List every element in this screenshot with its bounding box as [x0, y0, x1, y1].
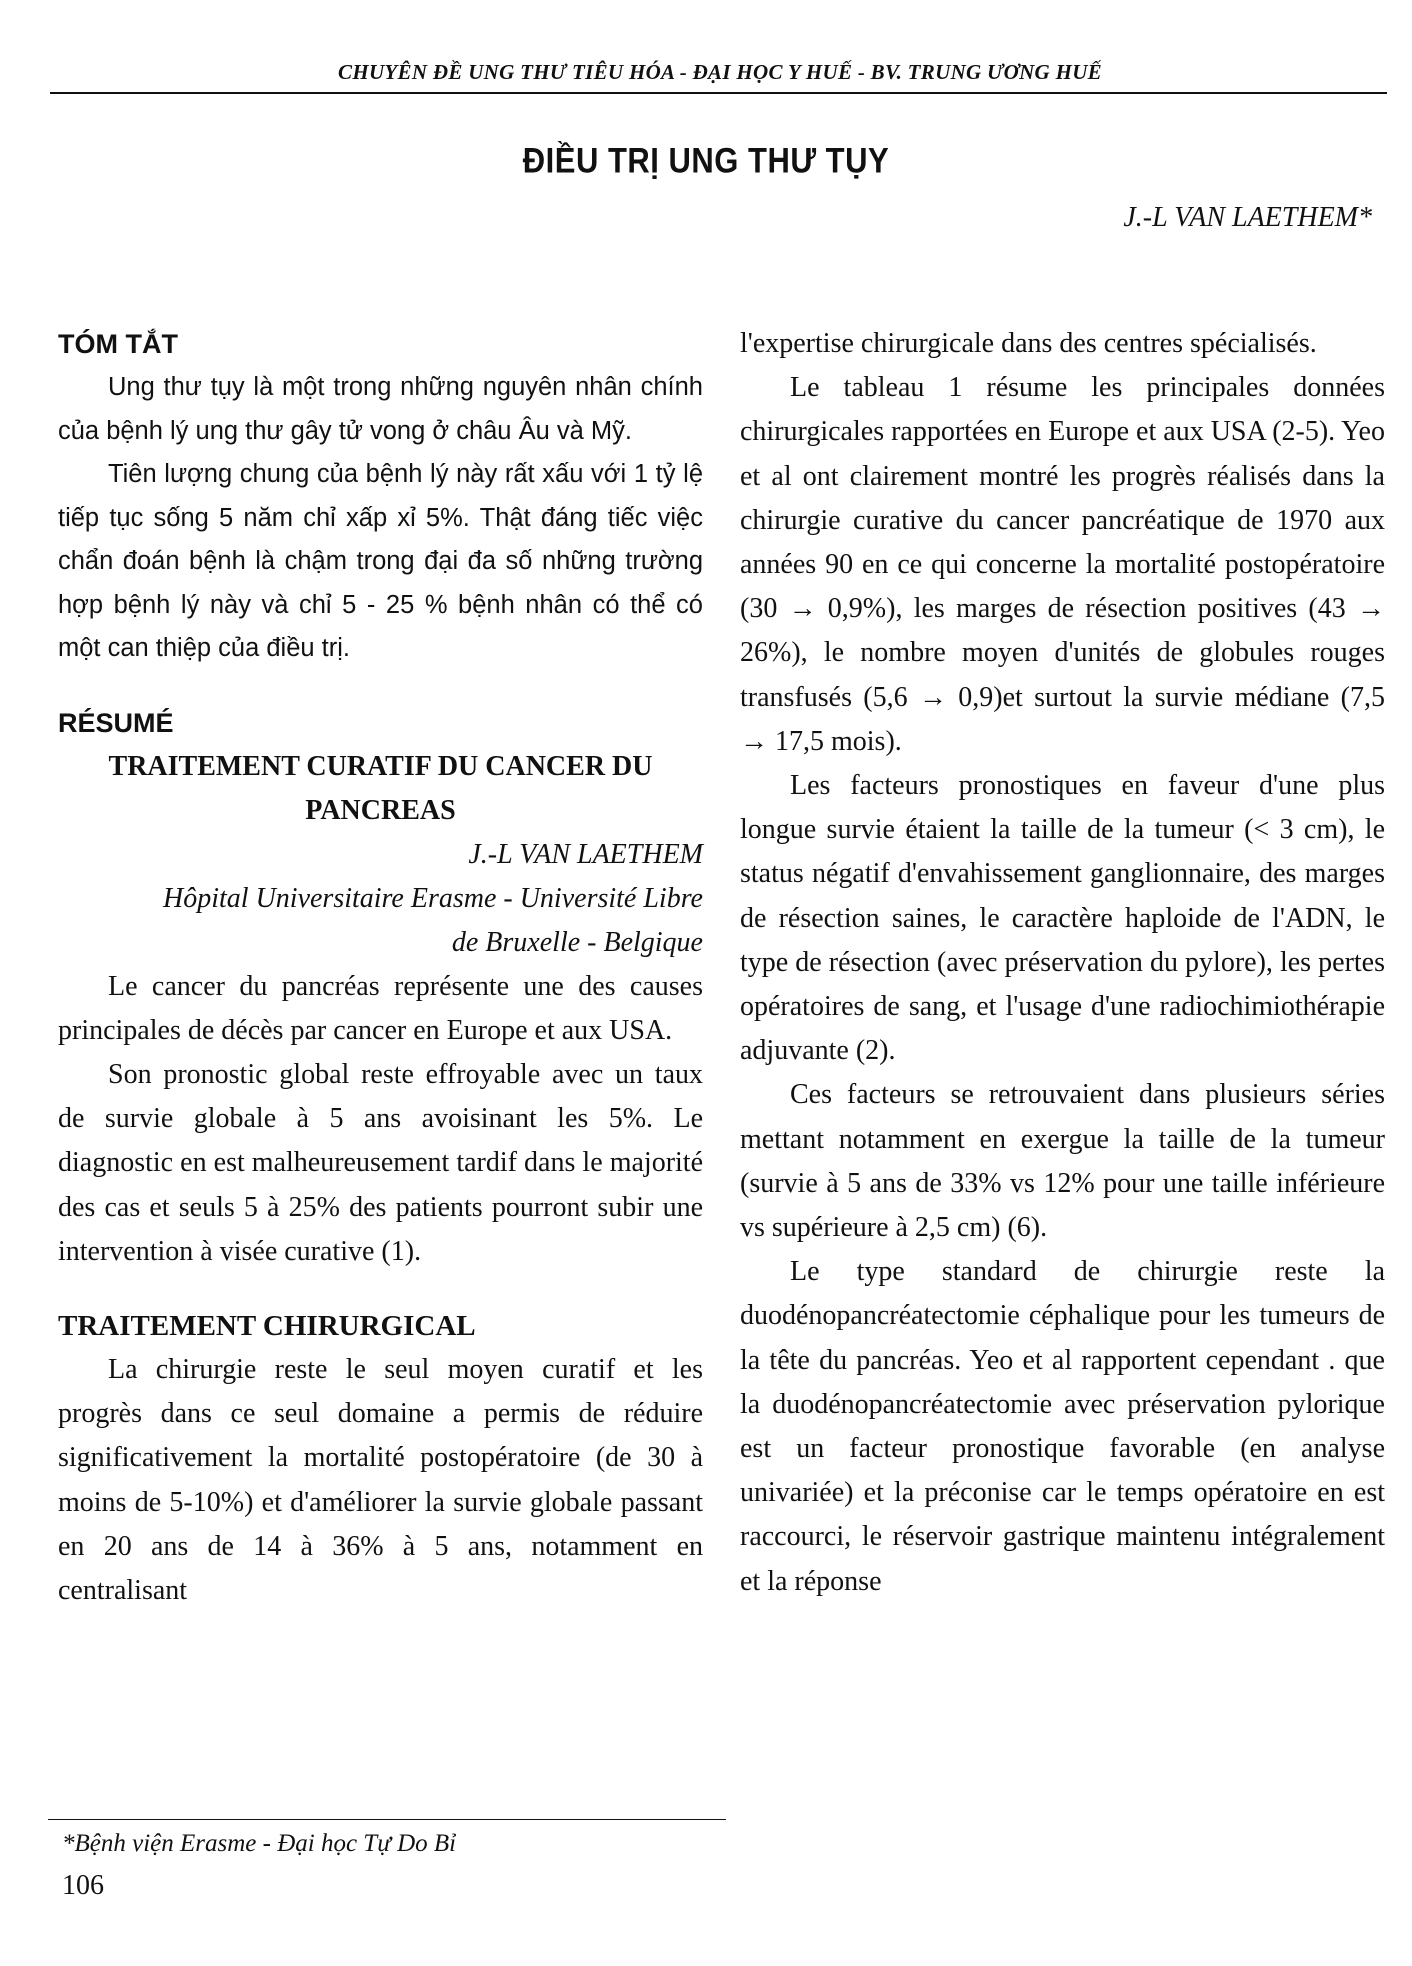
body-paragraph-series: Ces facteurs se retrouvaient dans plusieurs séries mettant notamment en exergue la taille de la tumeur (survie à 5 ans de 33% vs 12% pour une taille inférieure vs supérieure à 2,5 cm) (6). [740, 1079, 1385, 1244]
right-column [740, 322, 1385, 1604]
chirurgical-heading: TRAITEMENT CHIRURGICAL [58, 1309, 476, 1342]
left-column [58, 322, 703, 1613]
article-title: ĐIỀU TRỊ UNG THƯ TỤY [522, 140, 890, 181]
tomtat-heading: TÓM TẮT [58, 329, 178, 359]
chirurgical-paragraph-1: La chirurgie reste le seul moyen curatif et les progrès dans ce seul domaine a permis de réduire significativement la mortalité postopératoire (de 30 à moins de 5-10%) et d'améliorer la survie globale passant en 20 ans de 14 à 36% à 5 ans, notamment en centralisant [58, 1353, 703, 1606]
body-paragraph-type-chirurgie: Le type standard de chirurgie reste la duodénopancréatectomie céphalique pour les tumeurs de la tête du pancréas. Yeo et al rapportent cependant . que la duodénopancréatectomie avec préservation pylorique est un facteur pronostique favorable (en analyse univariée) et la préconise car le temps opératoire en est raccourci, le réservoir gastrique maintenu intégralement et la réponse [740, 1256, 1385, 1597]
tomtat-paragraph-2: Tiên lượng chung của bệnh lý này rất xấu với 1 tỷ lệ tiếp tục sống 5 năm chỉ xấp xỉ 5%. Thật đáng tiếc việc chẩn đoán bệnh là chậm trong đại đa số những trường hợp bệnh lý này và chỉ 5 - 25 % bệnh nhân có thể có một can thiệp của điều trị. [58, 460, 703, 662]
resume-paragraph-1: Le cancer du pancréas représente une des causes principales de décès par cancer en Europe et aux USA. [58, 970, 703, 1046]
footnote-rule [48, 1819, 726, 1820]
article-author: J.-L VAN LAETHEM* [1123, 202, 1372, 233]
resume-author: J.-L VAN LAETHEM [468, 838, 703, 870]
body-paragraph-tableau: Le tableau 1 résume les principales données chirurgicales rapportées en Europe et aux USA (2-5). Yeo et al ont clairement montré les progrès réalisés dans la chirurgie curative du cancer pancréatique de 1970 aux années 90 en ce qui concerne la mortalité postopératoire (30 → 0,9%), les marges de résection positives (43 → 26%), le nombre moyen d'unités de globules rouges transfusés (5,6 → 0,9)et surtout la survie médiane (7,5 → 17,5 mois). [740, 372, 1385, 757]
running-header: CHUYÊN ĐỀ UNG THƯ TIÊU HÓA - ĐẠI HỌC Y HUẾ - BV. TRUNG ƯƠNG HUẾ [338, 60, 1102, 84]
body-paragraph-facteurs: Les facteurs pronostiques en faveur d'une plus longue survie étaient la taille de la tumeur (< 3 cm), le status négatif d'envahissement ganglionnaire, des marges de résection saines, le caractère haploide de l'ADN, le type de résection (avec préservation du pylore), les pertes opératoires de sang, et l'usage d'une radiochimiothérapie adjuvante (2). [740, 770, 1385, 1067]
footnote: *Bệnh viện Erasme - Đại học Tự Do Bỉ [62, 1830, 457, 1857]
page-number: 106 [62, 1870, 104, 1901]
header-rule [50, 92, 1387, 94]
body-paragraph-continued: l'expertise chirurgicale dans des centres spécialisés. [740, 328, 1317, 359]
resume-heading: RÉSUMÉ [58, 707, 174, 738]
resume-title-line-1: TRAITEMENT CURATIF DU CANCER DU [108, 750, 653, 782]
resume-paragraph-2: Son pronostic global reste effroyable avec un taux de survie globale à 5 ans avoisinant les 5%. Le diagnostic en est malheureusement tardif dans le majorité des cas et seuls 5 à 25% des patients pourront subir une intervention à visée curative (1). [58, 1058, 703, 1267]
resume-affiliation-line-2: de Bruxelle - Belgique [451, 926, 703, 958]
tomtat-paragraph-1: Ung thư tụy là một trong những nguyên nhân chính của bệnh lý ung thư gây tử vong ở châu Âu và Mỹ. [58, 373, 703, 445]
resume-affiliation-line-1: Hôpital Universitaire Erasme - Université Libre [163, 882, 703, 914]
resume-title-line-2: PANCREAS [305, 794, 456, 826]
